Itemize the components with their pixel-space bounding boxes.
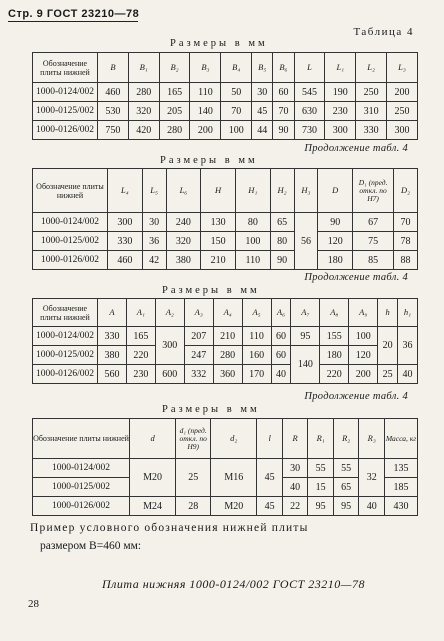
col-header: R — [282, 419, 308, 459]
col-header: D₁ (пред. откл. по H7) — [353, 169, 394, 213]
col-header: A₁ — [126, 299, 155, 327]
cell: 60 — [273, 83, 294, 102]
cell: M20 — [211, 497, 257, 516]
cell: 44 — [252, 121, 273, 140]
cell: 60 — [271, 327, 291, 346]
table-row — [33, 251, 418, 270]
col-header: L₄ — [108, 169, 143, 213]
sizes-title-4: Размеры в мм — [162, 404, 260, 415]
col-header: A₂ — [155, 299, 184, 327]
cell: 70 — [221, 102, 252, 121]
cell: 65 — [333, 478, 359, 497]
table-row — [33, 213, 418, 232]
cell: 40 — [271, 365, 291, 384]
table-row — [33, 459, 418, 478]
table-row — [33, 121, 418, 140]
col-header: H — [201, 169, 236, 213]
cell: 180 — [320, 346, 349, 365]
cell: 360 — [213, 365, 242, 384]
cell: 155 — [320, 327, 349, 346]
cell: 22 — [282, 497, 308, 516]
col-header: B — [98, 53, 129, 83]
col-header: h — [378, 299, 398, 327]
cell: 180 — [318, 251, 353, 270]
cell: 460 — [108, 251, 143, 270]
cell: 42 — [142, 251, 166, 270]
col-header: A₈ — [320, 299, 349, 327]
cell: 80 — [270, 232, 294, 251]
cell: 250 — [387, 102, 418, 121]
table-row — [33, 232, 418, 251]
cell-merged: M20 — [130, 459, 176, 497]
col-header: L₁ — [325, 53, 356, 83]
continuation-3: Продолжение табл. 4 — [304, 391, 408, 402]
cell: 1000-0126/002 — [33, 365, 98, 384]
col-header: d₂ — [211, 419, 257, 459]
col-header: R₃ — [359, 419, 385, 459]
table-row — [33, 83, 418, 102]
cell: 1000-0125/002 — [33, 346, 98, 365]
table-2 — [32, 168, 418, 270]
cell: 170 — [242, 365, 271, 384]
col-header: B₅ — [252, 53, 273, 83]
cell: 230 — [126, 365, 155, 384]
cell-merged: 45 — [257, 459, 283, 497]
continuation-2: Продолжение табл. 4 — [304, 272, 408, 283]
cell: 85 — [353, 251, 394, 270]
cell-merged: 300 — [155, 327, 184, 365]
cell: 75 — [353, 232, 394, 251]
cell: 120 — [349, 346, 378, 365]
cell: 100 — [349, 327, 378, 346]
example-line-2: размером B=460 мм: — [40, 540, 142, 552]
col-header: h₁ — [398, 299, 418, 327]
col-header: L₂ — [356, 53, 387, 83]
cell: 95 — [291, 327, 320, 346]
cell: 110 — [235, 251, 270, 270]
example-line-1: Пример условного обозначения нижней плиты — [30, 522, 309, 534]
cell: 1000-0124/002 — [33, 83, 98, 102]
col-header: d₁ (пред. откл. по H9) — [176, 419, 211, 459]
cell: 185 — [385, 478, 418, 497]
cell: 280 — [128, 83, 159, 102]
cell: 1000-0126/002 — [33, 251, 108, 270]
cell: 250 — [356, 83, 387, 102]
cell: 90 — [273, 121, 294, 140]
table-1 — [32, 52, 418, 140]
cell: 220 — [320, 365, 349, 384]
col-header: A₆ — [271, 299, 291, 327]
col-header: l — [257, 419, 283, 459]
cell: 130 — [201, 213, 236, 232]
cell: 40 — [359, 497, 385, 516]
cell: 420 — [128, 121, 159, 140]
col-header-name: Обозначение плиты нижней — [33, 53, 98, 83]
cell-merged: 20 — [378, 327, 398, 365]
cell: 70 — [394, 213, 418, 232]
cell: 80 — [235, 213, 270, 232]
cell: 320 — [128, 102, 159, 121]
col-header: A₅ — [242, 299, 271, 327]
cell: 220 — [126, 346, 155, 365]
cell: 67 — [353, 213, 394, 232]
cell: 100 — [221, 121, 252, 140]
continuation-1: Продолжение табл. 4 — [304, 143, 408, 154]
cell: 310 — [356, 102, 387, 121]
table-row — [33, 346, 418, 365]
cell: 210 — [213, 327, 242, 346]
cell-merged: 32 — [359, 459, 385, 497]
cell: 30 — [282, 459, 308, 478]
table-row — [33, 365, 418, 384]
cell: 1000-0124/002 — [33, 327, 98, 346]
cell: 300 — [387, 121, 418, 140]
cell: 280 — [213, 346, 242, 365]
cell: 50 — [221, 83, 252, 102]
cell: 530 — [98, 102, 129, 121]
cell: 750 — [98, 121, 129, 140]
table-3 — [32, 298, 418, 384]
cell: 36 — [142, 232, 166, 251]
col-header: L₅ — [142, 169, 166, 213]
cell-merged: 25 — [176, 459, 211, 497]
cell-merged: 140 — [291, 346, 320, 384]
sizes-title-2: Размеры в мм — [160, 155, 258, 166]
cell: 1000-0125/002 — [33, 232, 108, 251]
cell: 150 — [201, 232, 236, 251]
cell: 55 — [308, 459, 334, 478]
cell: 430 — [385, 497, 418, 516]
col-header: D — [318, 169, 353, 213]
col-header: L₃ — [387, 53, 418, 83]
cell: 205 — [159, 102, 190, 121]
cell: 230 — [325, 102, 356, 121]
cell: 25 — [378, 365, 398, 384]
cell: 110 — [190, 83, 221, 102]
col-header-name: Обозначение плиты нижней — [33, 169, 108, 213]
cell: 30 — [252, 83, 273, 102]
table-4 — [32, 418, 418, 516]
col-header: L₆ — [166, 169, 201, 213]
cell: 1000-0124/002 — [33, 213, 108, 232]
cell: 330 — [98, 327, 127, 346]
cell: 100 — [235, 232, 270, 251]
cell: 120 — [318, 232, 353, 251]
cell: 1000-0124/002 — [33, 459, 130, 478]
cell: 165 — [159, 83, 190, 102]
sizes-title-1: Размеры в мм — [170, 38, 268, 49]
col-header: A₉ — [349, 299, 378, 327]
col-header: Масса, кг — [385, 419, 418, 459]
cell: 560 — [98, 365, 127, 384]
cell: 380 — [98, 346, 127, 365]
cell: 15 — [308, 478, 334, 497]
cell: 280 — [159, 121, 190, 140]
col-header: B₄ — [221, 53, 252, 83]
cell: 88 — [394, 251, 418, 270]
cell: 1000-0126/002 — [33, 497, 130, 516]
col-header: H₃ — [294, 169, 318, 213]
col-header: A₃ — [184, 299, 213, 327]
table-row — [33, 327, 418, 346]
cell: 135 — [385, 459, 418, 478]
col-header: L — [294, 53, 325, 83]
cell: 40 — [282, 478, 308, 497]
cell-merged: 56 — [294, 213, 318, 270]
cell: 60 — [271, 346, 291, 365]
cell: 95 — [333, 497, 359, 516]
cell: M24 — [130, 497, 176, 516]
cell: 247 — [184, 346, 213, 365]
col-header: R₂ — [333, 419, 359, 459]
col-header: B₆ — [273, 53, 294, 83]
col-header: A₄ — [213, 299, 242, 327]
cell: 240 — [166, 213, 201, 232]
cell: 110 — [242, 327, 271, 346]
cell-merged: M16 — [211, 459, 257, 497]
cell: 330 — [356, 121, 387, 140]
cell: 207 — [184, 327, 213, 346]
cell: 45 — [252, 102, 273, 121]
cell: 300 — [325, 121, 356, 140]
col-header: B₃ — [190, 53, 221, 83]
col-header: B₁ — [128, 53, 159, 83]
cell: 380 — [166, 251, 201, 270]
cell: 210 — [201, 251, 236, 270]
table-row — [33, 102, 418, 121]
cell: 200 — [190, 121, 221, 140]
cell: 70 — [273, 102, 294, 121]
cell: 1000-0125/002 — [33, 102, 98, 121]
cell: 90 — [318, 213, 353, 232]
cell-merged: 36 — [398, 327, 418, 365]
sizes-title-3: Размеры в мм — [162, 285, 260, 296]
cell: 730 — [294, 121, 325, 140]
cell: 630 — [294, 102, 325, 121]
cell: 460 — [98, 83, 129, 102]
cell: 200 — [349, 365, 378, 384]
col-header: A — [98, 299, 127, 327]
col-header: H₂ — [270, 169, 294, 213]
col-header-name: Обозначение плиты нижней — [33, 419, 130, 459]
cell: 30 — [142, 213, 166, 232]
cell: 300 — [108, 213, 143, 232]
cell: 28 — [176, 497, 211, 516]
table-row — [33, 497, 418, 516]
col-header-name: Обозначение плиты нижней — [33, 299, 98, 327]
cell: 190 — [325, 83, 356, 102]
cell: 320 — [166, 232, 201, 251]
cell: 90 — [270, 251, 294, 270]
cell: 65 — [270, 213, 294, 232]
cell: 95 — [308, 497, 334, 516]
col-header: B₂ — [159, 53, 190, 83]
col-header: R₁ — [308, 419, 334, 459]
cell: 40 — [398, 365, 418, 384]
col-header: d — [130, 419, 176, 459]
page-number: 28 — [28, 598, 39, 610]
cell: 200 — [387, 83, 418, 102]
cell: 55 — [333, 459, 359, 478]
cell: 330 — [108, 232, 143, 251]
col-header: A₇ — [291, 299, 320, 327]
cell: 78 — [394, 232, 418, 251]
cell: 160 — [242, 346, 271, 365]
col-header: D₂ — [394, 169, 418, 213]
cell: 140 — [190, 102, 221, 121]
example-designation: Плита нижняя 1000-0124/002 ГОСТ 23210—78 — [102, 577, 365, 591]
cell: 1000-0126/002 — [33, 121, 98, 140]
cell: 545 — [294, 83, 325, 102]
cell: 45 — [257, 497, 283, 516]
cell: 600 — [155, 365, 184, 384]
cell: 165 — [126, 327, 155, 346]
table-caption: Таблица 4 — [353, 26, 414, 38]
col-header: H₁ — [235, 169, 270, 213]
page-header: Стр. 9 ГОСТ 23210—78 — [8, 8, 140, 20]
cell: 1000-0125/002 — [33, 478, 130, 497]
header-rule — [8, 21, 138, 22]
cell: 332 — [184, 365, 213, 384]
